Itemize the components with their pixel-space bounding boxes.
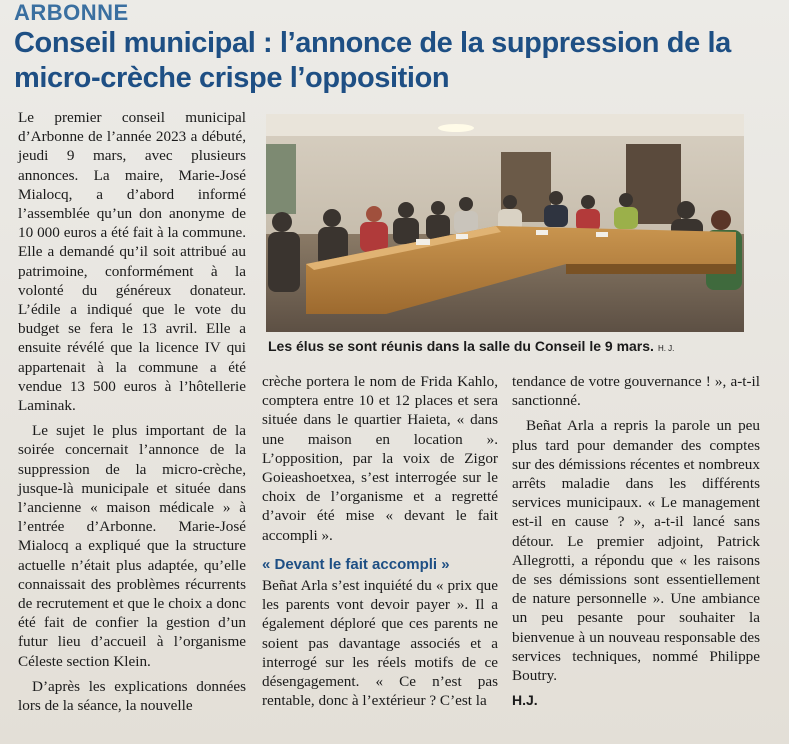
paragraph: Le premier conseil municipal d’Arbonne de l’année 2023 a débuté, jeudi 9 mars, avec plusieurs annonces. La maire, Marie-José Mialocq, a d’abord informé l’assemblée qu’un don anonyme de 10 000 euros a été fait à la commune. Elle a demandé qu’il soit attribué au patrimoine, conformément à la volonté du généreux donateur. L’édile a indiqué que le vote du budget se fera le 13 avril. Elle a ensuite révélé que la licence IV qui appartenait à la commune a été vendue 13 500 euros à l’hôtellerie Laminak. bbox=[18, 109, 246, 415]
caption-text: Les élus se sont réunis dans la salle du Conseil le 9 mars. bbox=[268, 338, 654, 354]
photo-caption bbox=[268, 338, 758, 354]
paragraph: crèche portera le nom de Frida Kahlo, comptera entre 10 et 12 places et sera située dans le quartier Haieta, « dans une maison en location ». L’opposition, par la voix de Zigor Goieashoetxea, s’est interrogée sur le choix de l’organisme et a regretté d’avoir été mise « devant le fait accompli ». bbox=[262, 373, 498, 544]
article-column-3 bbox=[512, 372, 760, 710]
paragraph: D’après les explications données lors de la séance, la nouvelle bbox=[18, 677, 246, 715]
photo-credit: H. J. bbox=[657, 344, 675, 353]
paragraph: tendance de votre gouvernance ! », a-t-il sanctionné. bbox=[512, 373, 760, 410]
council-meeting-photo bbox=[266, 114, 744, 332]
subheading: « Devant le fait accompli » bbox=[262, 555, 450, 573]
author-signature: H.J. bbox=[512, 692, 538, 709]
paragraph: Le sujet le plus important de la soirée concernait l’annonce de la suppression de la micro-crèche, jusque-là municipale et située dans l’ancienne « maison médicale » à l’entrée d’Arbonne. Marie-José Mialocq a expliqué que la structure actuelle n’était plus adaptée, qu’elle connaissait des problèmes récurrents de recrutement et que le choix a donc été fait de confier la gestion d’un futur lieu d’accueil à l’organisme Céleste section Klein. bbox=[18, 422, 246, 670]
article-headline: Conseil municipal : l’annonce de la suppression de la micro-crèche crispe l’opposition bbox=[14, 27, 731, 94]
section-kicker: ARBONNE bbox=[14, 0, 129, 25]
paragraph: Beñat Arla s’est inquiété du « prix que les parents vont devoir payer ». Il a également déploré que ces parents ne soient pas davantage associés et a interrogé sur les réels motifs de ce désengagement. « Ce n’est pas rentable, donc à l’extérieur ? C’est la bbox=[262, 577, 498, 710]
article-column-1 bbox=[18, 108, 246, 721]
article-column-2 bbox=[262, 372, 498, 716]
paragraph: Beñat Arla a repris la parole un peu plus tard pour demander des comptes sur des démissions récentes et nombreux arrêts maladie dans les différents services municipaux. « Le management est-il en cause ? », a-t-il lancé sans détour. Le premier adjoint, Patrick Allegrotti, a répondu que « les raisons de ses démissions sont essentiellement de nature personnelle ». Une ambiance un peu pesante pour souhaiter la bienvenue à un nouveau responsable des services techniques, nommé Philippe Boutry. bbox=[512, 417, 760, 685]
